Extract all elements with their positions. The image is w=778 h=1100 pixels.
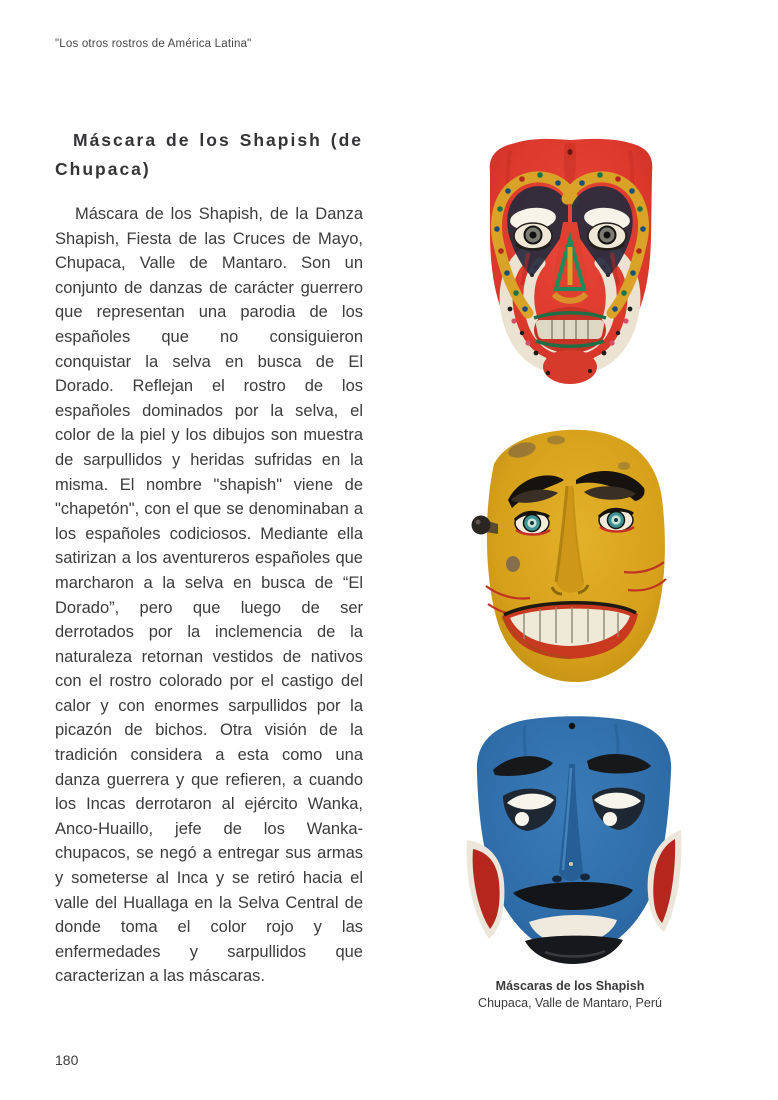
article-title: Máscara de los Shapish (de Chupaca)	[55, 130, 363, 179]
figure-caption-location: Chupaca, Valle de Mantaro, Perú	[478, 996, 662, 1010]
article-body: Máscara de los Shapish, de la Danza Shapish, Fiesta de las Cruces de Mayo, Chupaca, Valle de Mantaro. Son un conjunto de danzas de carácter guerrero que representan una parodia de los españoles que no consiguieron conquistar la selva en busca de El Dorado. Reflejan el rostro de los españoles dominados por la selva, el color de la piel y los dibujos son muestra de sarpullidos y heridas sufridas en la misma. El nombre "shapish" viene de "chapetón", con el que se denominaban a los españoles codiciosos. Mediante ella satirizan a los aventureros españoles que marcharon a la selva en busca de “El Dorado”, pero que luego de ser derrotados por la inclemencia de la naturaleza retornan vestidos de nativos con el rostro colorado por el castigo del calor y con enormes sarpullidos por la picazón de bichos. Otra visión de la tradición considera a esta como una danza guerrera y que refieren, a cuando los Incas derrotaron al ejército Wanka, Anco-Huaillo, jefe de los Wanka-chupacos, se negó a entregar sus armas y someterse al Inca y se retiró hacia el valle del Huallaga en la Selva Central de donde toma el color rojo y las enfermedades y sarpullidos que caracterizan a las máscaras.	[55, 205, 363, 986]
red-shapish-mask-image	[470, 127, 670, 390]
yellow-shapish-mask-image	[464, 424, 670, 685]
figure-caption-title: Máscaras de los Shapish	[495, 979, 645, 993]
article-column	[55, 126, 363, 989]
blue-shapish-mask-image	[465, 712, 683, 964]
figure-caption	[450, 978, 690, 1012]
header-quote: "Los otros rostros de América Latina"	[55, 38, 252, 50]
page-number: 180	[55, 1052, 79, 1068]
